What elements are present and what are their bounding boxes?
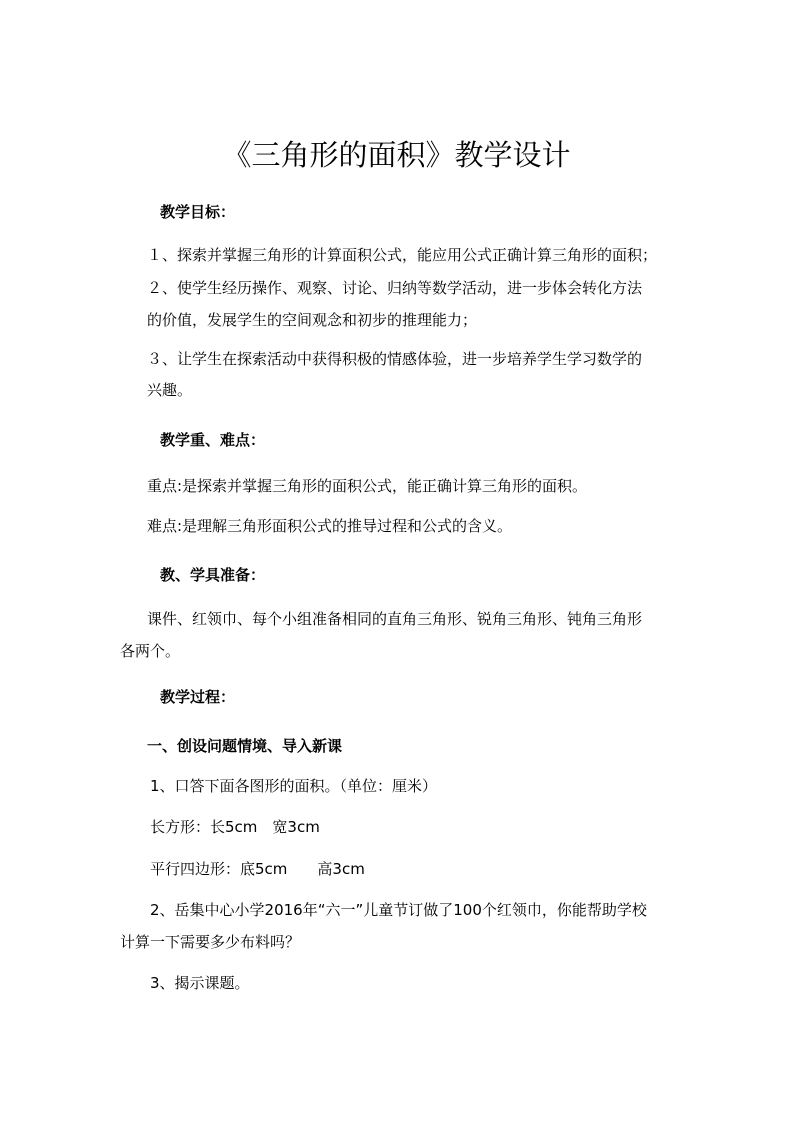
objective-item-2-line-1: ２、使学生经历操作、观察、讨论、归纳等数学活动，进一步体会转化方法 [147,279,643,297]
objective-item-3-line-1: ３、让学生在探索活动中获得积极的情感体验，进一步培养学生学习数学的 [147,350,643,368]
key-point: 重点:是探索并掌握三角形的面积公式，能正确计算三角形的面积。 [147,477,588,495]
materials-line-2: 各两个。 [120,642,181,660]
question-2-line-1: 2、岳集中心小学2016年“六一”儿童节订做了100个红领巾，你能帮助学校 [150,901,647,919]
question-1: 1、口答下面各图形的面积。（单位：厘米） [150,777,438,795]
objectives-heading: 教学目标： [160,203,236,221]
question-2-line-2: 计算一下需要多少布料吗？ [120,933,301,951]
objective-item-1: １、探索并掌握三角形的计算面积公式，能应用公式正确计算三角形的面积； [147,246,658,264]
difficult-point: 难点:是理解三角形面积公式的推导过程和公式的含义。 [147,517,513,535]
rectangle-dimensions: 长方形：长5cm 宽3cm [150,818,320,836]
materials-heading: 教、学具准备： [160,566,266,584]
question-3: 3、揭示课题。 [150,974,250,992]
section-1-heading: 一、创设问题情境、导入新课 [147,737,343,755]
key-points-heading: 教学重、难点： [160,431,266,449]
process-heading: 教学过程： [160,688,236,706]
objective-item-2-line-2: 的价值，发展学生的空间观念和初步的推理能力； [147,311,478,329]
document-title: 《三角形的面积》教学设计 [222,138,571,172]
objective-item-3-line-2: 兴趣。 [147,381,193,399]
parallelogram-dimensions: 平行四边形：底5cm 高3cm [150,860,365,878]
materials-line-1: 课件、红领巾、每个小组准备相同的直角三角形、锐角三角形、钝角三角形 [147,610,643,628]
